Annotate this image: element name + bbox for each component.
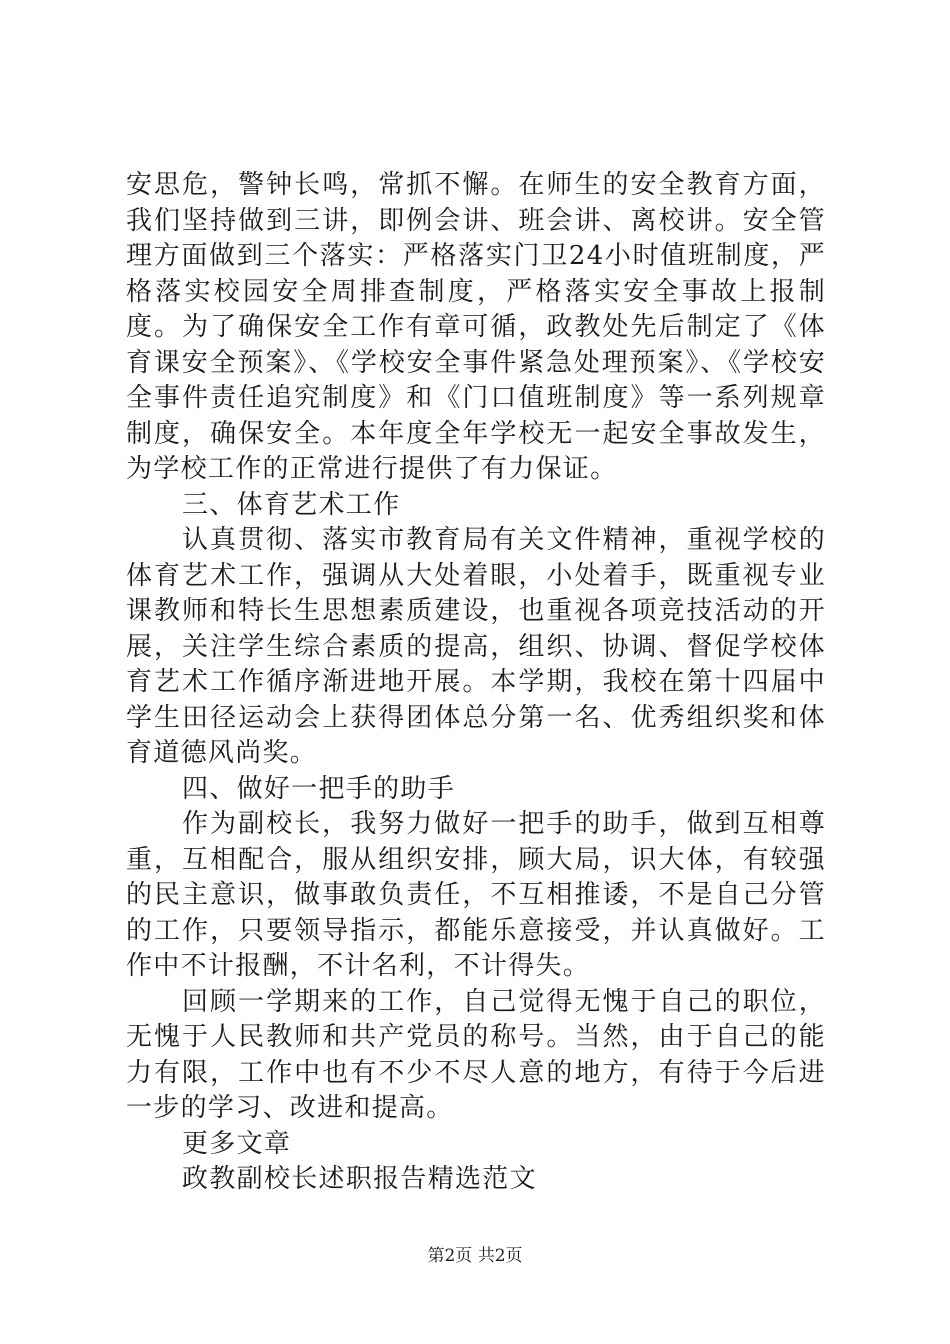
paragraph-safety-continued: 安思危，警钟长鸣，常抓不懈。在师生的安全教育方面，我们坚持做到三讲，即例会讲、班会讲、离校讲。安全管理方面做到三个落实：严格落实门卫24小时值班制度，严格落实校园安全周排查制度，严格落实安全事故上报制度。为了确保安全工作有章可循，政教处先后制定了《体育课安全预案》、《学校安全事件紧急处理预案》、《学校安全事件责任追究制度》和《门口值班制度》等一系列规章制度，确保安全。本年度全年学校无一起安全事故发生，为学校工作的正常进行提供了有力保证。: [126, 170, 826, 484]
paragraph-assistant: 作为副校长，我努力做好一把手的助手，做到互相尊重，互相配合，服从组织安排，顾大局，识大体，有较强的民主意识，做事敢负责任，不互相推诿，不是自己分管的工作，只要领导指示，都能乐意接受，并认真做好。工作中不计报酬，不计名利，不计得失。: [126, 809, 826, 981]
paragraph-review: 回顾一学期来的工作，自己觉得无愧于自己的职位，无愧于人民教师和共产党员的称号。当然，由于自己的能力有限，工作中也有不少不尽人意的地方，有待于今后进一步的学习、改进和提高。: [126, 986, 826, 1123]
page-number-footer: 第2页 共2页: [427, 1246, 523, 1266]
heading-sports-arts: 三、体育艺术工作: [182, 489, 401, 520]
paragraph-sports-arts: 认真贯彻、落实市教育局有关文件精神，重视学校的体育艺术工作，强调从大处着眼，小处着手，既重视专业课教师和特长生思想素质建设，也重视各项竞技活动的开展，关注学生综合素质的提高，组织、协调、督促学校体育艺术工作循序渐进地开展。本学期，我校在第十四届中学生田径运动会上获得团体总分第一名、优秀组织奖和体育道德风尚奖。: [126, 525, 826, 768]
related-article-link[interactable]: 政教副校长述职报告精选范文: [182, 1164, 537, 1194]
document-body: [126, 168, 826, 1198]
more-articles-label: 更多文章: [182, 1128, 292, 1159]
heading-assistant: 四、做好一把手的助手: [182, 773, 456, 804]
